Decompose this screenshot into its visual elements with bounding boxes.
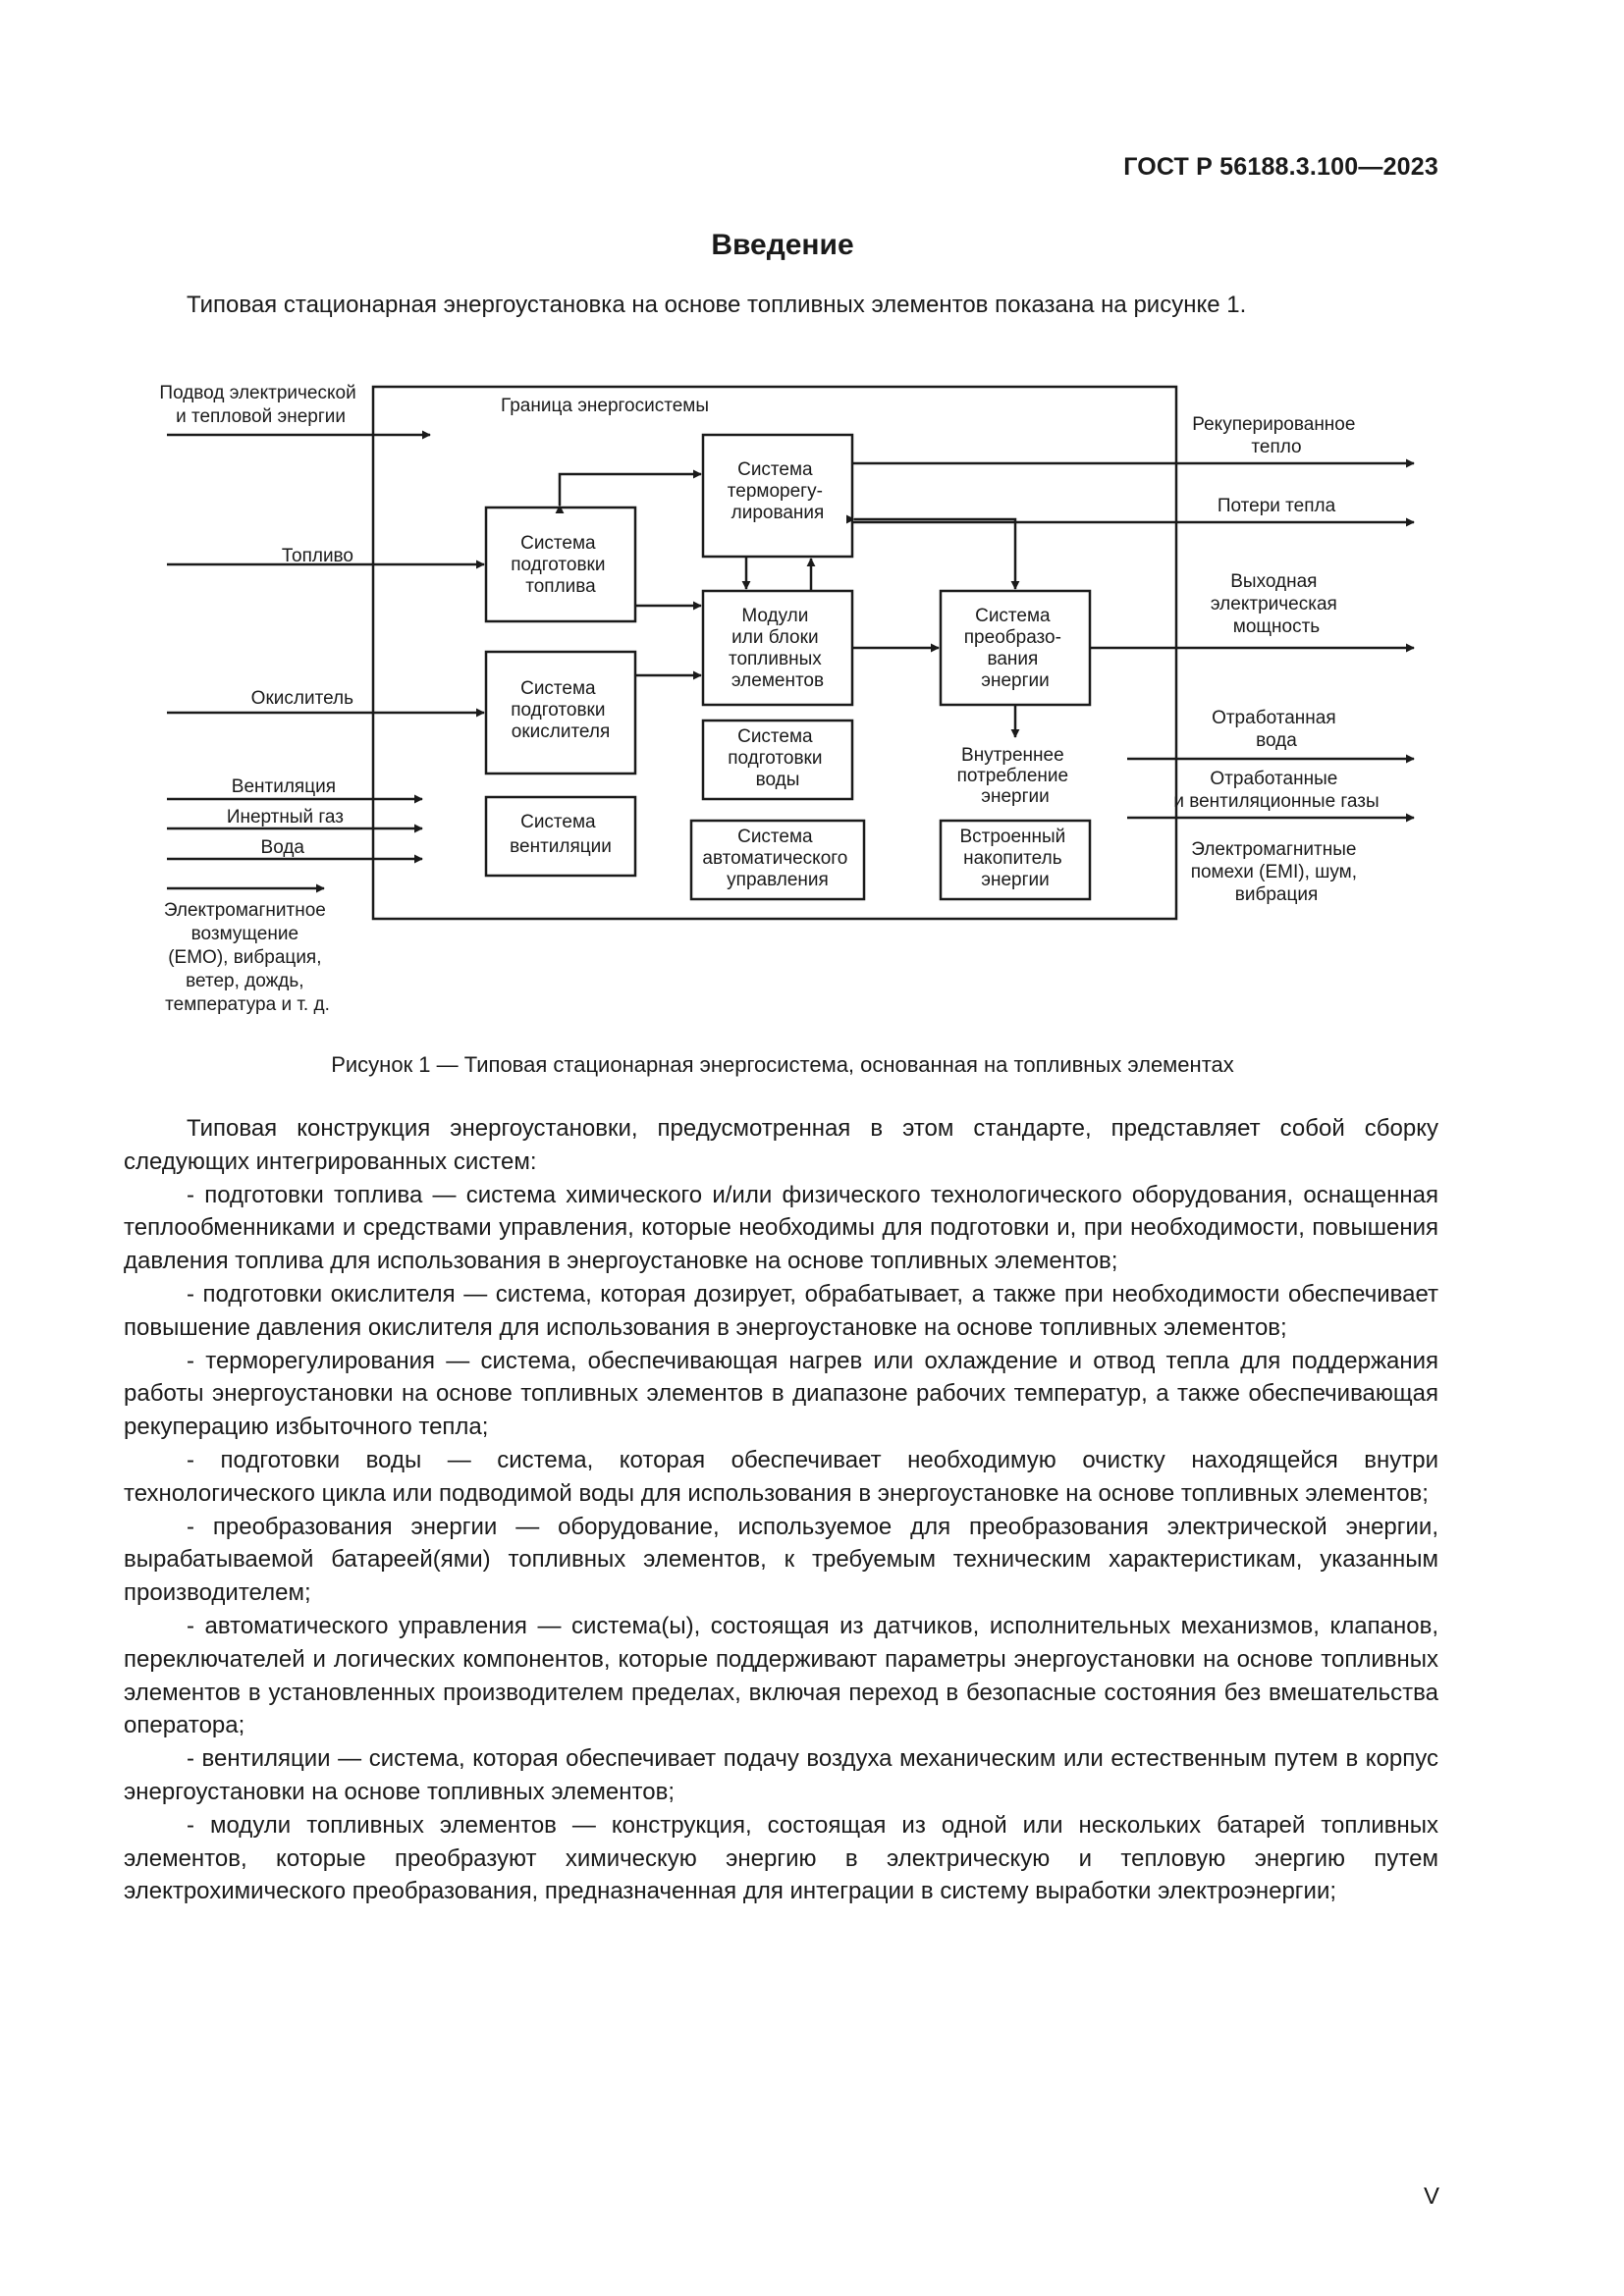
label-ventilation-input: Вентиляция	[231, 776, 336, 797]
label-fuel-prep: Система подготовки топлива	[511, 533, 606, 597]
label-water-input: Вода	[260, 837, 304, 858]
label-water-prep: Система подготовки воды	[728, 726, 823, 790]
list-item: - модули топливных элементов — конструкция, состоящая из одной или нескольких батарей топливных элементов, которые преобразуют химическую энергию в электрическую и тепловую энергию путем электрохимического преобразования, предназначенная для интеграции в систему выработки электроэнергии;	[124, 1811, 1438, 1905]
label-thermal: Система терморегу- лирования	[727, 459, 825, 523]
label-ventilation: Система вентиляции	[510, 812, 612, 857]
label-conversion: Система преобразо- вания энергии	[963, 606, 1061, 691]
list-item: - подготовки воды — система, которая обеспечивает необходимую очистку находящейся внутри технологического цикла или подводимой воды для использования в энергоустановке на основе топливных элементов;	[124, 1446, 1438, 1507]
list-item: - вентиляции — система, которая обеспечивает подачу воздуха механическим или естественным путем в корпус энергоустановки на основе топливных элементов;	[124, 1745, 1438, 1805]
list-item: - преобразования энергии — оборудование, используемое для преобразования электрической энергии, вырабатываемой батареей(ями) топливных элементов, к требуемым техническим характеристикам, указанным производителем;	[124, 1513, 1438, 1607]
arrow-fuel-thermal-link	[560, 474, 701, 506]
list-item: - подготовки топлива — система химического и/или физического технологического оборудования, оснащенная теплообменниками и средствами управления, которые необходимы для подготовки и, при необходимости, повышения давления топлива для использования в энергоустановке на основе топливных элементов;	[124, 1181, 1438, 1275]
label-exhaust-output: Отработанные и вентиляционные газы	[1173, 769, 1380, 812]
label-heat-loss-output: Потери тепла	[1217, 496, 1336, 516]
paragraph: Типовая конструкция энергоустановки, предусмотренная в этом стандарте, представляет собой сборку следующих интегрированных систем:	[124, 1115, 1438, 1175]
label-oxidant-prep: Система подготовки окислителя	[511, 678, 611, 742]
label-electric-power-output: Выходная электрическая мощность	[1210, 571, 1337, 637]
list-item: - терморегулирования — система, обеспечивающая нагрев или охлаждение и отвод тепла для поддержания работы энергоустановки на основе топливных элементов в диапазоне рабочих температур, а также обеспечивающая рекуперацию избыточного тепла;	[124, 1347, 1438, 1441]
label-modules: Модули или блоки топливных элементов	[728, 606, 825, 691]
page-number: V	[1423, 2183, 1439, 2210]
boundary-label: Граница энергосистемы	[501, 396, 709, 416]
label-recovered-heat-output: Рекуперированное тепло	[1192, 414, 1356, 457]
label-oxidant-input: Окислитель	[250, 688, 353, 709]
label-fuel-input: Топливо	[281, 546, 353, 566]
body-text	[124, 1112, 1438, 1908]
list-item: - автоматического управления — система(ы), состоящая из датчиков, исполнительных механизмов, клапанов, переключателей и логических компонентов, которые поддерживают параметры энергоустановки на основе топливных элементов в установленных производителем пределах, включая переход в безопасные состояния без вмешательства оператора;	[124, 1612, 1438, 1739]
standard-number: ГОСТ Р 56188.3.100—2023	[1123, 153, 1438, 181]
label-inert-gas-input: Инертный газ	[226, 807, 344, 828]
label-emi-output: Электромагнитные помехи (EMI), шум, вибрация	[1190, 839, 1358, 905]
label-internal-consumption: Внутреннее потребление энергии	[956, 745, 1069, 807]
label-storage: Встроенный накопитель энергии	[959, 827, 1066, 890]
label-emd-input: Электромагнитное возмущение (ЕМО), вибрация, ветер, дождь, температура и т. д.	[163, 900, 330, 1015]
section-title: Введение	[711, 229, 854, 261]
figure-1-diagram	[0, 0, 1624, 1041]
label-waste-water-output: Отработанная вода	[1212, 708, 1336, 751]
intro-paragraph: Типовая стационарная энергоустановка на основе топливных элементов показана на рисунке 1.	[187, 292, 1247, 318]
arrow-conversion-thermal-link	[854, 519, 1015, 589]
label-automation: Система автоматического управления	[702, 827, 848, 890]
figure-caption: Рисунок 1 — Типовая стационарная энергосистема, основанная на топливных элементах	[331, 1052, 1234, 1077]
label-power-heat-input: Подвод электрической и тепловой энергии	[159, 383, 356, 427]
list-item: - подготовки окислителя — система, которая дозирует, обрабатывает, а также при необходимости обеспечивает повышение давления окислителя для использования в энергоустановке на основе топливных элементов;	[124, 1280, 1438, 1341]
